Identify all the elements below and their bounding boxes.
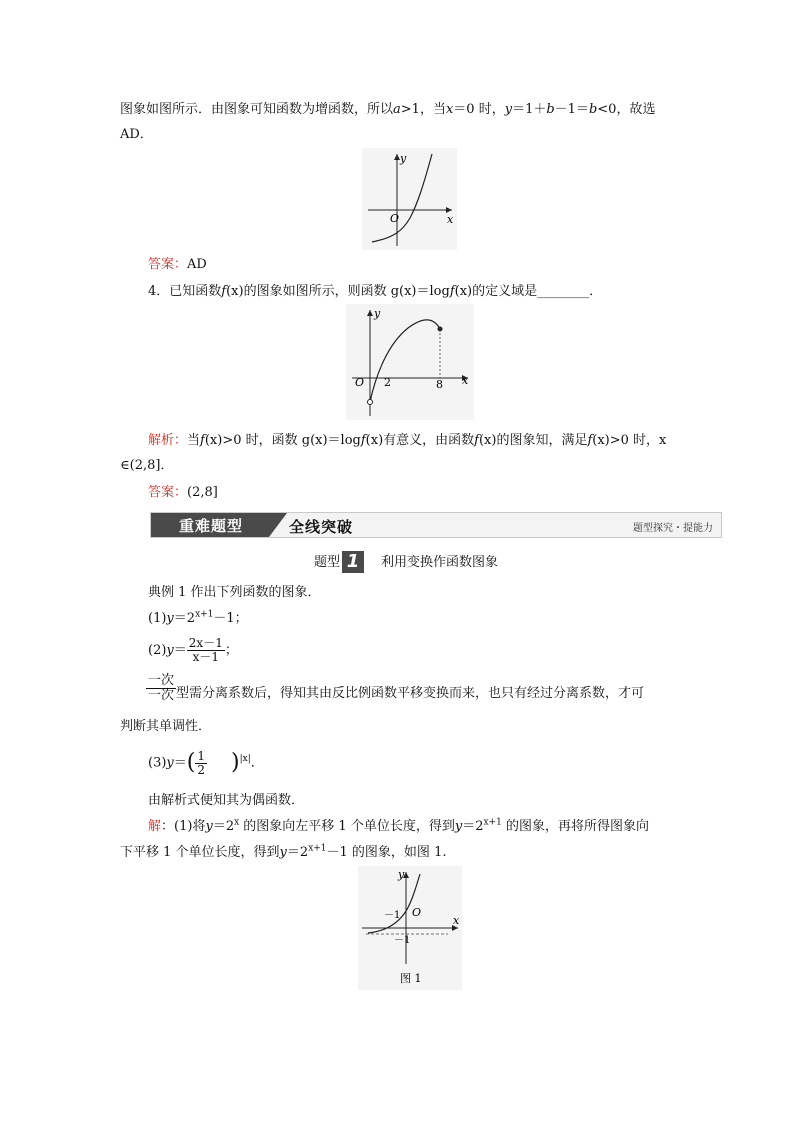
exponent: x+1 — [483, 817, 502, 828]
var: f — [200, 433, 205, 448]
var: y — [454, 819, 463, 834]
banner-tagline: 题型探究・提能力 — [633, 523, 713, 534]
part-label: (1) — [148, 611, 167, 626]
var: f — [474, 433, 479, 448]
example-intro: 典例 1 作出下列函数的图象． — [148, 585, 321, 600]
text: ＝ — [173, 755, 187, 771]
figure-caption: 图 1 — [400, 972, 422, 985]
text: ＝2 — [286, 845, 309, 860]
tick-label-2: 2 — [384, 376, 391, 389]
text: (x)有意义，由函数 — [365, 433, 475, 448]
var: y — [205, 819, 213, 834]
text: ＝2 — [173, 611, 196, 626]
note-numerator: 一次 — [147, 673, 174, 688]
text: (x)的定义域是________． — [454, 284, 603, 299]
var: b — [588, 102, 598, 117]
var: f — [360, 433, 366, 448]
var: f — [221, 284, 227, 299]
axis-label-y: y — [374, 307, 381, 320]
numerator: 1 — [197, 748, 206, 763]
solution-label: 解析： — [148, 433, 188, 448]
var: y — [166, 755, 174, 771]
text: ＝0 时， — [453, 102, 505, 117]
var: y — [166, 611, 174, 626]
text: －1； — [213, 611, 248, 626]
numerator: 2x－1 — [188, 636, 223, 650]
var: a — [393, 102, 401, 117]
text: －1 的图象，如图 1. — [326, 845, 447, 860]
tick-label-neg1-x: －1 — [384, 910, 401, 921]
origin-label: O — [390, 212, 400, 225]
text: (x)的图象知，满足 — [478, 433, 588, 448]
text: ． — [250, 755, 264, 771]
var: y — [279, 845, 287, 860]
denominator: x－1 — [192, 650, 220, 664]
text: －1＝ — [554, 102, 589, 117]
type-title: 利用变换作函数图象 — [381, 555, 499, 570]
var: b — [546, 102, 555, 117]
function-f-graph-figure — [346, 304, 474, 420]
exponent: x+1 — [308, 843, 327, 854]
axis-label-x: x — [447, 213, 454, 226]
var: y — [166, 643, 174, 658]
solution-4-line2: ∈(2,8]． — [120, 458, 174, 473]
origin-label: O — [412, 906, 422, 919]
text: (x)>0 时，x — [592, 433, 667, 448]
section-banner — [150, 512, 722, 538]
text: 下平移 1 个单位长度，得到 — [120, 845, 280, 860]
solution-label: 解 — [148, 819, 162, 834]
text: >1，当 — [400, 102, 446, 117]
note-denominator: 一次 — [147, 688, 174, 703]
exponent: x+1 — [195, 609, 214, 620]
answer-line — [148, 484, 218, 502]
text: (x)的图象如图所示，则函数 g(x)＝log — [226, 284, 450, 299]
left-paren: ( — [186, 750, 196, 775]
example-part-2 — [148, 636, 238, 666]
var: f — [587, 433, 593, 448]
answer-line — [148, 256, 207, 274]
example-part-3 — [148, 748, 264, 779]
type-prefix: 题型 — [314, 555, 341, 570]
exponent: |x| — [239, 754, 251, 765]
fraction — [187, 637, 225, 664]
tick-label-neg1-y: －1 — [394, 935, 411, 946]
banner-subtitle: 全线突破 — [289, 518, 354, 536]
text: ＝ — [173, 643, 187, 658]
denominator: 2 — [197, 762, 206, 777]
fraction-note — [146, 674, 176, 703]
note-3: 由解析式便知其为偶函数． — [148, 793, 305, 808]
paragraph-line: AD． — [120, 127, 153, 142]
solution-line1 — [148, 818, 649, 836]
text: ； — [224, 643, 238, 658]
note-text-line2: 判断其单调性． — [120, 719, 212, 734]
exponential-graph-figure — [362, 148, 457, 250]
var: x — [445, 102, 454, 117]
right-paren: ) — [231, 750, 240, 775]
text: (x)>0 时，函数 g(x)＝log — [204, 433, 361, 448]
var: y — [504, 102, 513, 117]
part-label: (3) — [148, 755, 167, 771]
note-text: 型需分离系数后，得知其由反比例函数平移变换而来，也只有经过分离系数，才可 — [176, 686, 645, 701]
text: 的图象，再将所得图象向 — [501, 819, 649, 834]
tick-label-8: 8 — [436, 378, 443, 391]
text: 4．已知函数 — [148, 284, 222, 299]
text: 的图象向左平移 1 个单位长度，得到 — [239, 819, 455, 834]
answer-label: 答案： — [148, 257, 188, 272]
example-part-1 — [148, 610, 248, 628]
fraction — [195, 750, 207, 777]
answer-label: 答案： — [148, 485, 188, 500]
origin-label: O — [355, 376, 365, 389]
text: <0，故选 — [597, 102, 656, 117]
solution-line2 — [120, 844, 446, 862]
text: 图象如图所示．由图象可知函数为增函数，所以 — [120, 102, 394, 117]
type-number-badge: 1 — [342, 551, 364, 573]
exponent: x — [234, 817, 240, 828]
answer-value: AD — [187, 257, 207, 272]
question-4 — [148, 283, 602, 301]
axis-label-y: y — [398, 868, 405, 881]
text: ： — [161, 819, 175, 834]
solution-4-line1 — [148, 432, 666, 450]
paragraph-line — [120, 101, 655, 119]
text: ＝1＋ — [512, 102, 547, 117]
banner-title: 重难题型 — [179, 517, 244, 535]
answer-value: (2,8] — [187, 485, 218, 500]
figure-1 — [358, 866, 462, 990]
text: ＝2 — [462, 819, 484, 834]
var: f — [449, 284, 455, 299]
text: 当 — [187, 433, 201, 448]
axis-label-y: y — [400, 152, 407, 165]
text: (1)将 — [174, 819, 206, 834]
axis-label-x: x — [462, 374, 469, 387]
part-label: (2) — [148, 643, 167, 658]
axis-label-x: x — [453, 914, 460, 927]
text: ＝2 — [212, 819, 235, 834]
